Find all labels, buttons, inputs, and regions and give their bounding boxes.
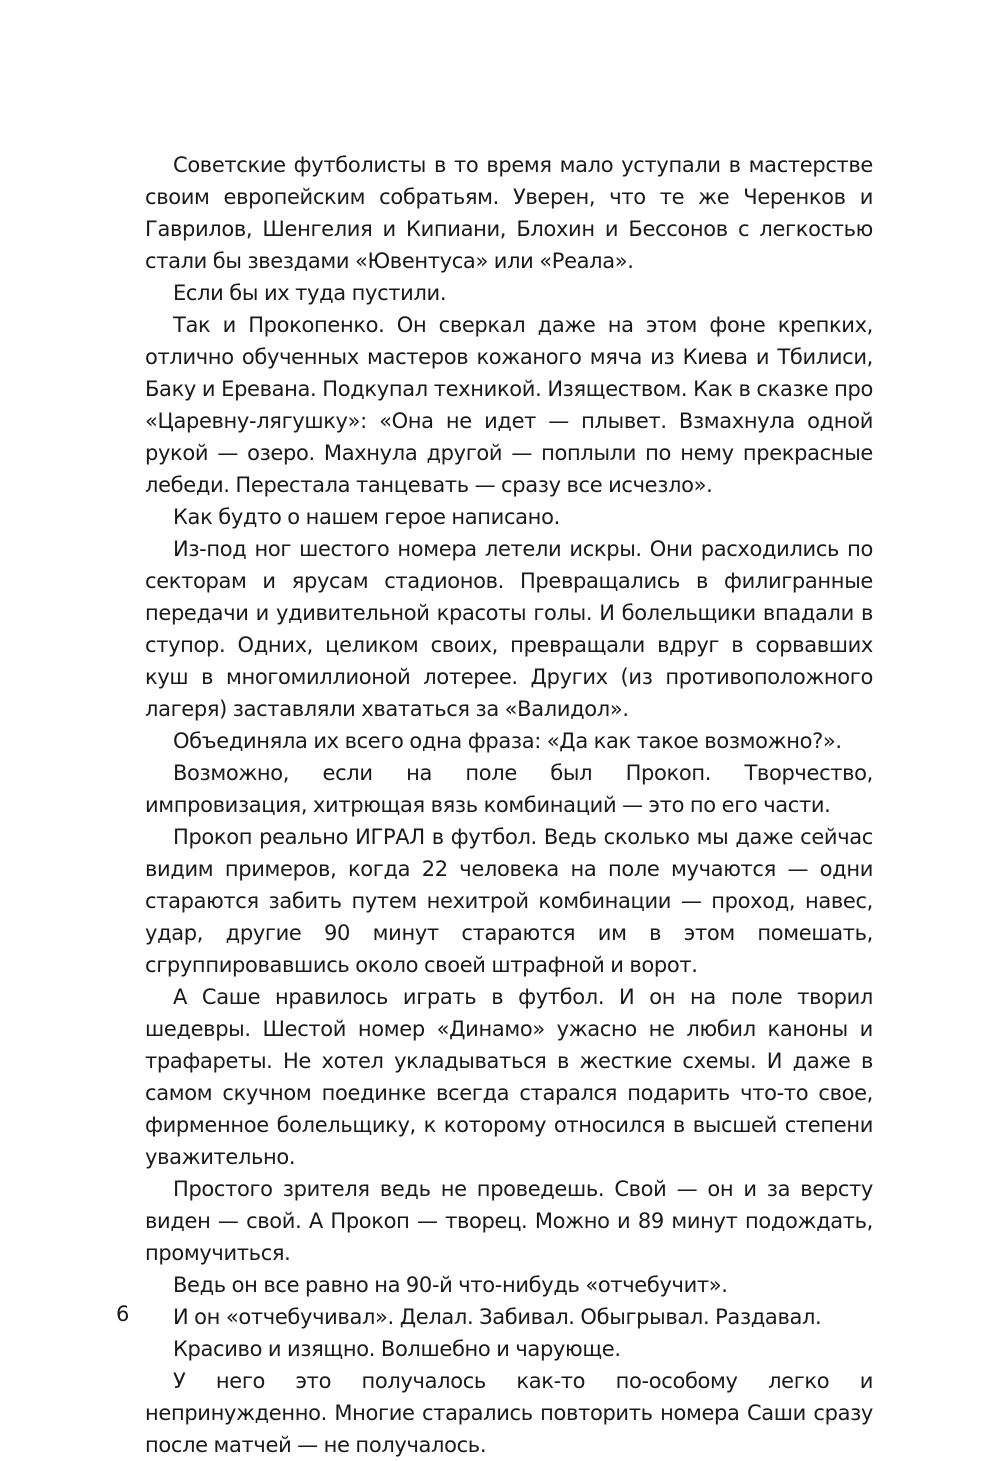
- paragraph: Советские футболисты в то время мало уступали в мастерстве своим европейским собратьям. Уверен, что те же Черенков и Гаврилов, Шенгелия и Кипиани, Блохин и Бессонов с легкостью стали бы звездами «Ювентуса» или «Реала».: [145, 153, 873, 273]
- paragraph: И он «отчебучивал». Делал. Забивал. Обыгрывал. Раздавал.: [173, 1305, 822, 1329]
- paragraph: Из-под ног шестого номера летели искры. Они расходились по секторам и ярусам стадионов. Превращались в филигранные передачи и удивительной красоты голы. И болельщики впадали в ступор. Одних, целиком своих, превращали вдруг в сорвавших куш в многомиллионой лотерее. Других (из противоположного лагеря) заставляли хвататься за «Валидол».: [145, 537, 873, 721]
- paragraph: Как будто о нашем герое написано.: [173, 505, 560, 529]
- body-text: [145, 149, 873, 1461]
- paragraph: Простого зрителя ведь не проведешь. Свой — он и за версту виден — свой. А Прокоп — творец. Можно и 89 минут подождать, промучиться.: [145, 1177, 873, 1265]
- paragraph: Ведь он все равно на 90-й что-нибудь «отчебучит».: [173, 1273, 728, 1297]
- paragraph: Так и Прокопенко. Он сверкал даже на этом фоне крепких, отлично обученных мастеров кожаного мяча из Киева и Тбилиси, Баку и Еревана. Подкупал техникой. Изяществом. Как в сказке про «Царевну-лягушку»: «Она не идет — плывет. Взмахнула одной рукой — озеро. Махнула другой — поплыли по нему прекрасные лебеди. Перестала танцевать — сразу все исчезло».: [145, 313, 873, 497]
- paragraph: Красиво и изящно. Волшебно и чарующе.: [173, 1337, 621, 1361]
- paragraph: Объединяла их всего одна фраза: «Да как такое возможно?».: [173, 729, 842, 753]
- paragraph: Если бы их туда пустили.: [173, 281, 447, 305]
- page-number: 6: [116, 1302, 130, 1326]
- paragraph: А Саше нравилось играть в футбол. И он на поле творил шедевры. Шестой номер «Динамо» ужасно не любил каноны и трафареты. Не хотел укладываться в жесткие схемы. И даже в самом скучном поединке всегда старался подарить что-то свое, фирменное болельщику, к которому относился в высшей степени уважительно.: [145, 985, 873, 1169]
- paragraph: Прокоп реально ИГРАЛ в футбол. Ведь сколько мы даже сейчас видим примеров, когда 22 человека на поле мучаются — одни стараются забить путем нехитрой комбинации — проход, навес, удар, другие 90 минут стараются им в этом помешать, сгруппировавшись около своей штрафной и ворот.: [145, 825, 873, 977]
- paragraph: У него это получалось как-то по-особому легко и непринужденно. Многие старались повторить номера Саши сразу после матчей — не получалось.: [145, 1369, 873, 1457]
- paragraph: Возможно, если на поле был Прокоп. Творчество, импровизация, хитрющая вязь комбинаций — это по его части.: [145, 761, 873, 817]
